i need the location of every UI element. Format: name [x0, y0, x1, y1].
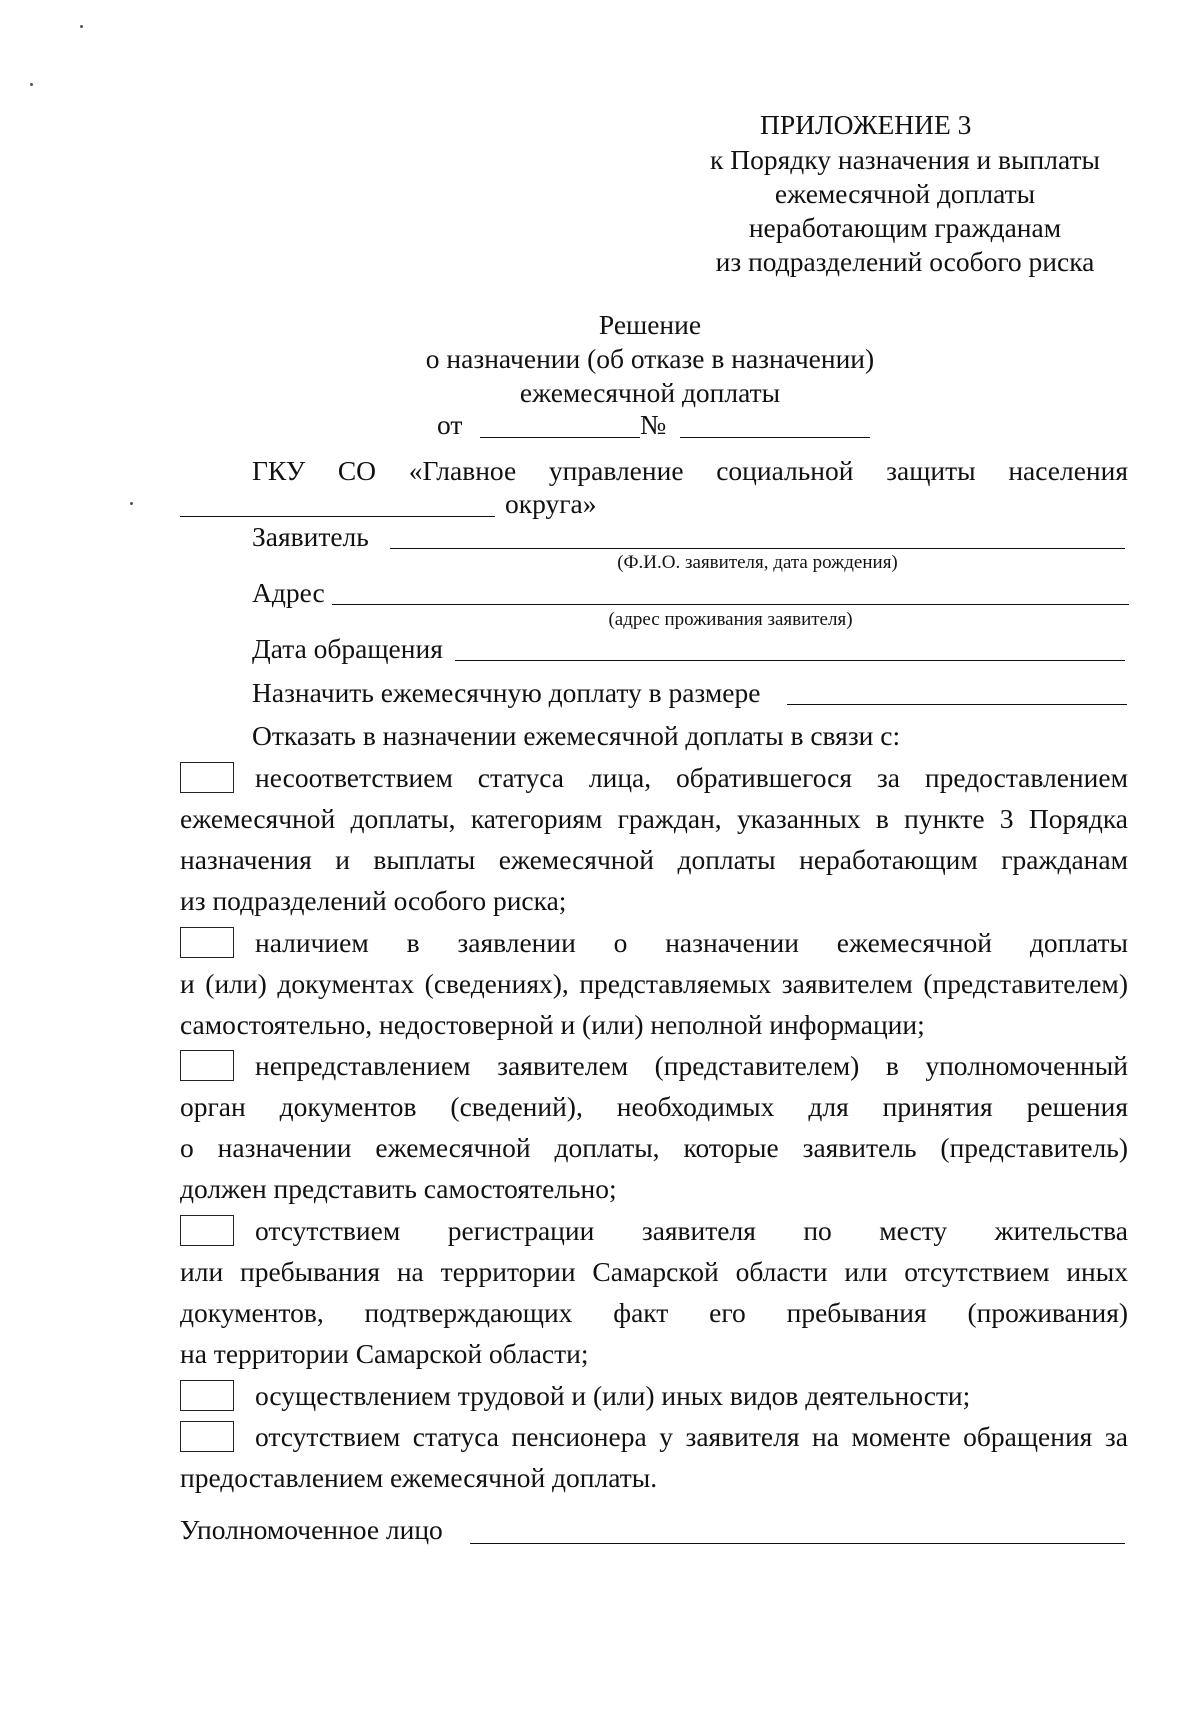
reason-checkbox-6[interactable]	[180, 1421, 234, 1452]
reason-1-line-4: из подразделений особого риска;	[180, 885, 567, 916]
reason-word: уполномоченный	[925, 1050, 1128, 1081]
reason-word: отсутствием	[255, 1215, 401, 1246]
reason-5-line-1: осуществлением трудовой и (или) иных видов деятельности;	[255, 1380, 971, 1411]
agency-line	[252, 454, 1128, 488]
reason-4-line-3: документов, подтверждающих факт его пребывания (проживания)	[180, 1297, 1128, 1328]
reason-word: лица,	[588, 762, 652, 793]
applicant-hint: (Ф.И.О. заявителя, дата рождения)	[617, 552, 898, 573]
agency-word: ГКУ	[252, 455, 306, 486]
reason-word: заявителем	[497, 1050, 629, 1081]
address-field[interactable]	[332, 604, 1129, 605]
number-sign: №	[640, 409, 667, 440]
reason-word: несоответствием	[255, 762, 453, 793]
district-label: округа»	[505, 488, 597, 519]
applicant-label: Заявитель	[252, 521, 369, 552]
reason-2-line-3: самостоятельно, недостоверной и (или) неполной информации;	[180, 1009, 925, 1040]
reason-word: по	[803, 1215, 832, 1246]
reason-1-line-2: ежемесячной доплаты, категориям граждан, указанных в пункте 3 Порядка	[180, 803, 1128, 834]
application-date-label: Дата обращения	[252, 633, 443, 664]
reason-word: месту	[879, 1215, 948, 1246]
decision-date-field[interactable]	[480, 437, 640, 438]
reason-3-line-2: орган документов (сведений), необходимых для принятия решения	[180, 1091, 1128, 1122]
address-label: Адрес	[252, 577, 325, 608]
agency-word: управление	[548, 455, 684, 486]
decision-title: Решение	[598, 309, 702, 340]
reason-word: отсутствием	[255, 1421, 401, 1452]
appendix-line-3: неработающим гражданам	[748, 212, 1062, 243]
reason-word: доплаты	[1029, 927, 1128, 958]
reason-word: заявителя	[641, 1215, 756, 1246]
reason-4-line-2: или пребывания на территории Самарской области или отсутствием иных	[180, 1256, 1128, 1287]
authorized-person-label: Уполномоченное лицо	[180, 1514, 443, 1545]
reason-word: в	[406, 927, 420, 958]
reason-2-line-2: и (или) документах (сведениях), представляемых заявителем (представителем)	[180, 968, 1128, 999]
scan-speck	[80, 25, 83, 28]
appendix-number: ПРИЛОЖЕНИЕ 3	[760, 109, 972, 140]
reason-word: у	[659, 1421, 673, 1452]
reason-3-line-1	[255, 1049, 1128, 1083]
agency-word: СО	[337, 455, 377, 486]
reason-6-line-2: предоставлением ежемесячной доплаты.	[180, 1462, 658, 1493]
reason-word: за	[1104, 1421, 1128, 1452]
reason-word: пенсионера	[511, 1421, 647, 1452]
appendix-line-4: из подразделений особого риска	[715, 246, 1095, 277]
reason-word: (представителем)	[654, 1050, 860, 1081]
application-date-field[interactable]	[455, 660, 1125, 661]
reason-checkbox-2[interactable]	[180, 927, 234, 958]
reason-4-line-1	[255, 1214, 1128, 1248]
appendix-line-1: к Порядку назначения и выплаты	[710, 144, 1100, 175]
reason-checkbox-5[interactable]	[180, 1380, 234, 1411]
reason-1-line-1	[255, 761, 1128, 795]
reason-word: непредставлением	[255, 1050, 471, 1081]
scan-speck	[130, 502, 133, 505]
assign-label: Назначить ежемесячную доплату в размере	[252, 677, 761, 708]
decision-subtitle: о назначении (об отказе в назначении)	[425, 343, 875, 374]
address-hint: (адрес проживания заявителя)	[608, 609, 853, 630]
reason-4-line-4: на территории Самарской области;	[180, 1338, 589, 1369]
reason-3-line-4: должен представить самостоятельно;	[180, 1173, 617, 1204]
reason-word: обратившегося	[676, 762, 853, 793]
reason-word: предоставлением	[924, 762, 1128, 793]
reason-word: назначении	[665, 927, 799, 958]
scan-speck	[30, 83, 33, 86]
agency-word: «Главное	[408, 455, 517, 486]
agency-word: населения	[1008, 455, 1128, 486]
reason-word: заявителя	[685, 1421, 800, 1452]
refuse-label: Отказать в назначении ежемесячной доплаты в связи с:	[252, 720, 901, 751]
reason-word: статуса	[477, 762, 564, 793]
reason-word: заявлении	[457, 927, 576, 958]
decision-subtitle-2: ежемесячной доплаты	[519, 377, 781, 408]
reason-1-line-3: назначения и выплаты ежемесячной доплаты неработающим гражданам	[180, 844, 1128, 875]
reason-word: обращения	[963, 1421, 1093, 1452]
reason-word: моменте	[851, 1421, 951, 1452]
district-name-field[interactable]	[180, 516, 495, 517]
reason-6-line-1	[255, 1420, 1128, 1454]
reason-word: наличием	[255, 927, 369, 958]
decision-number-field[interactable]	[680, 437, 870, 438]
assign-amount-field[interactable]	[787, 704, 1127, 705]
reason-word: статуса	[412, 1421, 499, 1452]
applicant-field[interactable]	[390, 548, 1125, 549]
reason-word: на	[812, 1421, 839, 1452]
reason-checkbox-3[interactable]	[180, 1050, 234, 1081]
reason-word: регистрации	[447, 1215, 595, 1246]
agency-word: защиты	[886, 455, 976, 486]
reason-word: ежемесячной	[836, 927, 993, 958]
reason-3-line-3: о назначении ежемесячной доплаты, которые заявитель (представитель)	[180, 1132, 1128, 1163]
reason-word: в	[885, 1050, 899, 1081]
reason-word: о	[613, 927, 628, 958]
reason-2-line-1	[255, 926, 1128, 960]
reason-word: жительства	[994, 1215, 1128, 1246]
authorized-person-signature-field[interactable]	[470, 1543, 1125, 1544]
appendix-line-2: ежемесячной доплаты	[774, 178, 1036, 209]
reason-checkbox-1[interactable]	[180, 762, 234, 793]
reason-word: за	[876, 762, 900, 793]
agency-word: социальной	[716, 455, 854, 486]
reason-checkbox-4[interactable]	[180, 1215, 234, 1246]
date-from-label: от	[437, 409, 463, 440]
